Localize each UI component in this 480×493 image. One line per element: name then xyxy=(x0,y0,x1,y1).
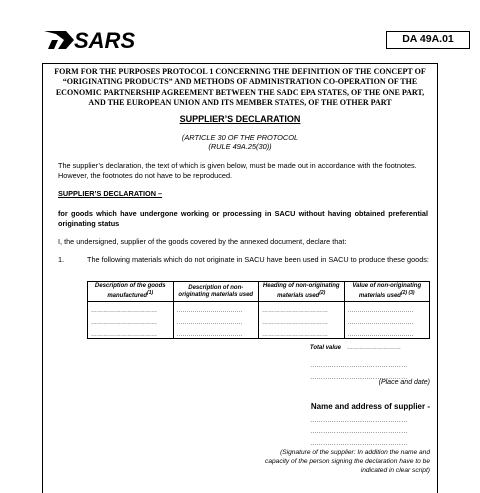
place-field[interactable]: ……………………………………… xyxy=(310,362,408,369)
date-field[interactable]: ……………………………………… xyxy=(310,374,408,381)
header-goods-manufactured: Description of the goods manufactured$^{(1)}$ xyxy=(88,282,174,302)
value-cell[interactable]: …………………………… xyxy=(344,302,430,315)
signature-field[interactable]: ……………………………………… xyxy=(310,440,408,447)
goods-condition-paragraph: for goods which have undergone working or processing in SACU without having obtained preferential originating status xyxy=(58,209,428,228)
total-value-field[interactable]: ……………………… xyxy=(347,345,401,351)
undersigned-paragraph: I, the undersigned, supplier of the goods covered by the annexed document, declare that: xyxy=(58,237,347,246)
declaration-label: SUPPLIER’S DECLARATION – xyxy=(58,189,163,198)
goods-cell[interactable]: …………………………… xyxy=(88,326,174,339)
instructions-paragraph: The supplier’s declaration, the text of which is given below, must be made out in accordance with the footnotes. However, the footnotes do not have to be reproduced. xyxy=(58,161,417,180)
table-row xyxy=(88,314,430,326)
place-date-label: (Place and date) xyxy=(378,379,430,386)
form-code-box: DA 49A.01 xyxy=(386,31,470,49)
total-row xyxy=(88,339,430,352)
header-materials-used: Description of non-originating materials used xyxy=(173,282,259,302)
svg-text:SARS: SARS xyxy=(74,28,136,53)
rule-reference: (RULE 49A.25(30)) xyxy=(208,142,272,151)
value-cell[interactable]: …………………………… xyxy=(344,314,430,326)
declaration-heading: SUPPLIER’S DECLARATION xyxy=(179,114,301,124)
total-value-label: Total value xyxy=(309,345,341,351)
header-value-materials: Value of non-originating materials used$^{(2) (3)}$ xyxy=(344,282,430,302)
table-row xyxy=(88,302,430,315)
form-title: FORM FOR THE PURPOSES PROTOCOL 1 CONCERNING THE DEFINITION OF THE CONCEPT OF “ORIGINATING PRODUCTS” AND METHODS OF ADMINISTRATION CO-OPERATION OF THE ECONOMIC PARTNERSHIP AGREEMENT BETWEEN THE SADC EPA STATES, OF THE ONE PART, AND THE EUROPEAN UNION AND ITS MEMBER STATES, OF THE OTHER PART xyxy=(54,67,426,108)
item-number: 1. xyxy=(58,255,65,264)
supplier-label: Name and address of supplier - xyxy=(310,402,430,411)
table-row xyxy=(88,326,430,339)
header-heading-materials: Heading of non-originating materials used$^{(2)}$ xyxy=(259,282,345,302)
heading-cell[interactable]: …………………………… xyxy=(259,314,345,326)
goods-cell[interactable]: …………………………… xyxy=(88,302,174,315)
sars-logo xyxy=(44,27,148,53)
goods-cell[interactable]: …………………………… xyxy=(88,314,174,326)
materials-table xyxy=(87,281,430,351)
value-cell[interactable]: …………………………… xyxy=(344,326,430,339)
materials-cell[interactable]: …………………………… xyxy=(173,326,259,339)
supplier-name-field[interactable]: ……………………………………… xyxy=(310,417,408,424)
materials-cell[interactable]: …………………………… xyxy=(173,302,259,315)
supplier-address-field[interactable]: ……………………………………… xyxy=(310,428,408,435)
item-text: The following materials which do not originate in SACU have been used in SACU to produce these goods: xyxy=(87,255,429,264)
article-reference: (ARTICLE 30 OF THE PROTOCOL xyxy=(181,133,299,142)
materials-cell[interactable]: …………………………… xyxy=(173,314,259,326)
heading-cell[interactable]: …………………………… xyxy=(259,326,345,339)
signature-caption: (Signature of the supplier: In addition the name and capacity of the person signing the declaration have to be indicated in clear script) xyxy=(265,449,430,474)
heading-cell[interactable]: …………………………… xyxy=(259,302,345,315)
